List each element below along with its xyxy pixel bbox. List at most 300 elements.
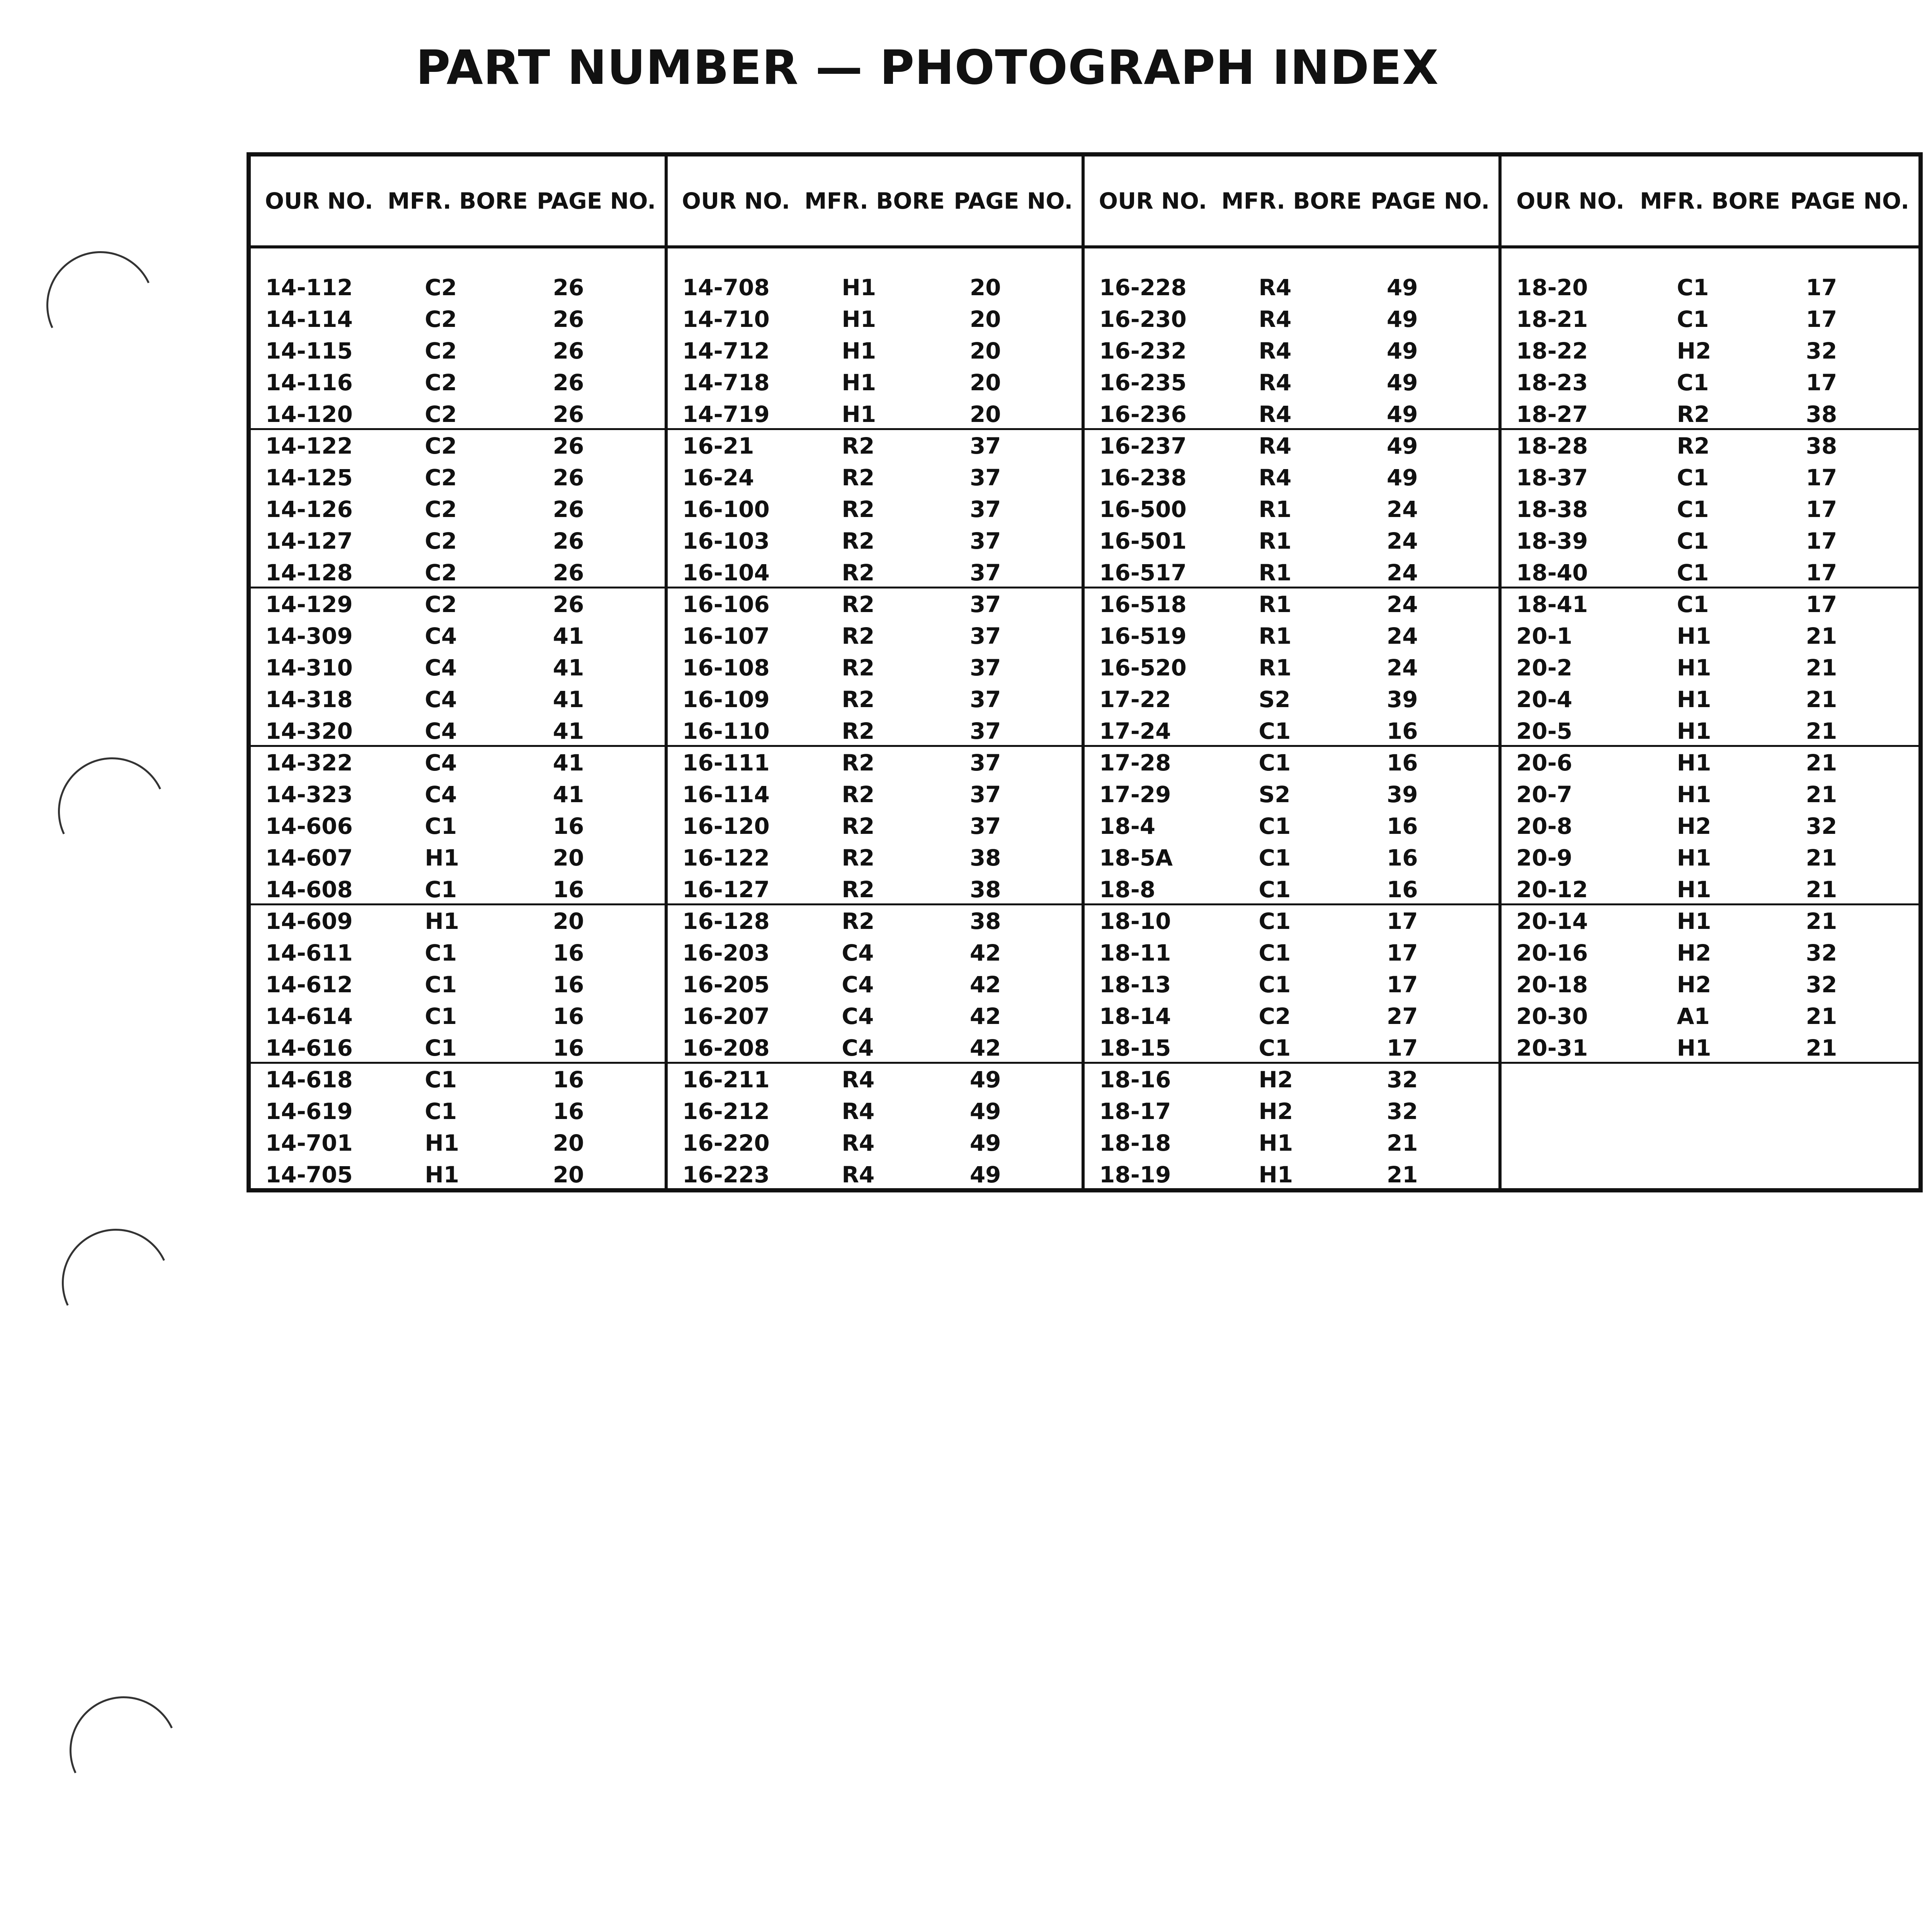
mfr-bore: H1 — [842, 338, 876, 364]
table-row — [1502, 684, 1918, 715]
page-no: 41 — [553, 718, 584, 744]
part-number: 14-112 — [265, 274, 353, 301]
page-no: 24 — [1386, 591, 1418, 617]
row-block — [1502, 747, 1918, 905]
page-no: 32 — [1806, 940, 1837, 966]
page-no: 20 — [969, 401, 1001, 427]
table-row — [251, 620, 665, 652]
table-row — [251, 588, 665, 620]
part-number: 14-611 — [265, 940, 353, 966]
table-row — [1085, 525, 1498, 557]
mfr-bore: H1 — [1677, 908, 1711, 934]
page-no: 20 — [553, 1162, 584, 1188]
mfr-bore: H1 — [1677, 1035, 1711, 1061]
page-no: 37 — [969, 750, 1001, 776]
page-no: 37 — [969, 528, 1001, 554]
table-row — [1085, 905, 1498, 937]
page-no: 17 — [1386, 908, 1418, 934]
table-row — [251, 715, 665, 747]
row-block — [1502, 588, 1918, 747]
page-no: 20 — [553, 845, 584, 871]
page-no: 49 — [1386, 369, 1418, 396]
part-number: 18-11 — [1099, 940, 1171, 966]
mfr-bore: C1 — [1677, 528, 1709, 554]
column-header-row — [668, 156, 1082, 248]
page-no: 38 — [1806, 401, 1837, 427]
page-no: 21 — [1806, 686, 1837, 713]
page-no: 16 — [553, 876, 584, 903]
header-mfr-bore: MFR. BORE — [1221, 188, 1362, 214]
page-no: 41 — [553, 623, 584, 649]
table-row — [668, 272, 1082, 303]
mfr-bore: C4 — [425, 750, 457, 776]
mfr-bore: R4 — [842, 1098, 875, 1124]
table-row — [1502, 842, 1918, 874]
part-number: 20-1 — [1516, 623, 1573, 649]
mfr-bore: R4 — [1259, 401, 1292, 427]
table-row — [668, 1064, 1082, 1095]
mfr-bore: R2 — [842, 496, 875, 522]
part-number: 16-114 — [682, 781, 770, 808]
mfr-bore: C1 — [1677, 464, 1709, 491]
mfr-bore: R2 — [842, 845, 875, 871]
table-row — [251, 1000, 665, 1032]
part-number: 18-14 — [1099, 1003, 1171, 1029]
part-number: 16-230 — [1099, 306, 1187, 332]
mfr-bore: C4 — [425, 686, 457, 713]
mfr-bore: A1 — [1677, 1003, 1710, 1029]
part-number: 20-6 — [1516, 750, 1573, 776]
table-row — [251, 937, 665, 969]
part-number: 14-125 — [265, 464, 353, 491]
part-number: 14-120 — [265, 401, 353, 427]
mfr-bore: R2 — [1677, 401, 1710, 427]
part-number: 17-29 — [1099, 781, 1171, 808]
page-no: 17 — [1806, 274, 1837, 301]
part-number: 14-318 — [265, 686, 353, 713]
page-no: 16 — [553, 1035, 584, 1061]
part-number: 14-126 — [265, 496, 353, 522]
page-no: 21 — [1806, 1035, 1837, 1061]
part-number: 14-129 — [265, 591, 353, 617]
row-block — [1085, 1064, 1498, 1222]
table-row — [668, 430, 1082, 462]
page-no: 17 — [1806, 496, 1837, 522]
page-no: 42 — [969, 940, 1001, 966]
page-no: 27 — [1386, 1003, 1418, 1029]
page-no: 24 — [1386, 655, 1418, 681]
mfr-bore: H1 — [842, 401, 876, 427]
header-page-no: PAGE NO. — [537, 188, 656, 214]
part-number: 14-320 — [265, 718, 353, 744]
mfr-bore: R1 — [1259, 591, 1292, 617]
part-number: 18-8 — [1099, 876, 1156, 903]
part-number: 16-111 — [682, 750, 770, 776]
part-number: 18-13 — [1099, 971, 1171, 998]
part-number: 20-5 — [1516, 718, 1573, 744]
mfr-bore: R4 — [1259, 433, 1292, 459]
part-number: 18-28 — [1516, 433, 1588, 459]
page-no: 49 — [1386, 274, 1418, 301]
mfr-bore: C1 — [425, 1098, 457, 1124]
page-no: 17 — [1806, 528, 1837, 554]
mfr-bore: R2 — [842, 528, 875, 554]
row-block — [1502, 1064, 1918, 1222]
page-no: 32 — [1386, 1066, 1418, 1093]
mfr-bore: R2 — [842, 623, 875, 649]
page-no: 41 — [553, 750, 584, 776]
mfr-bore: H1 — [1259, 1130, 1293, 1156]
table-row — [668, 937, 1082, 969]
table-row — [251, 1032, 665, 1064]
table-row — [1502, 747, 1918, 779]
page-no: 17 — [1806, 560, 1837, 586]
part-number: 14-607 — [265, 845, 353, 871]
table-row — [1502, 303, 1918, 335]
mfr-bore: C1 — [1259, 750, 1291, 776]
page-no: 16 — [553, 1098, 584, 1124]
mfr-bore: C2 — [425, 591, 457, 617]
table-row — [1085, 969, 1498, 1000]
table-row — [668, 462, 1082, 493]
part-number: 14-609 — [265, 908, 353, 934]
table-row — [1085, 1000, 1498, 1032]
header-our-no: OUR NO. — [1516, 188, 1624, 214]
page-no: 37 — [969, 781, 1001, 808]
table-row — [1085, 462, 1498, 493]
mfr-bore: C1 — [425, 813, 457, 839]
table-row — [1502, 715, 1918, 747]
part-number: 18-5A — [1099, 845, 1173, 871]
part-number: 17-22 — [1099, 686, 1171, 713]
page-no: 37 — [969, 591, 1001, 617]
part-number: 18-39 — [1516, 528, 1588, 554]
part-number: 16-500 — [1099, 496, 1187, 522]
binder-hole-1 — [31, 236, 170, 375]
page-no: 16 — [553, 971, 584, 998]
table-row — [1502, 398, 1918, 430]
page-no: 21 — [1386, 1162, 1418, 1188]
table-row — [1085, 779, 1498, 810]
part-number: 20-14 — [1516, 908, 1588, 934]
binder-hole-3 — [47, 1214, 185, 1352]
page-no: 16 — [553, 940, 584, 966]
table-row — [251, 874, 665, 905]
mfr-bore: H1 — [842, 274, 876, 301]
table-row — [1085, 747, 1498, 779]
part-number: 14-612 — [265, 971, 353, 998]
part-number: 16-519 — [1099, 623, 1187, 649]
table-row — [1502, 493, 1918, 525]
mfr-bore: R4 — [1259, 306, 1292, 332]
header-our-no: OUR NO. — [265, 188, 373, 214]
mfr-bore: H1 — [1259, 1162, 1293, 1188]
mfr-bore: S2 — [1259, 781, 1291, 808]
mfr-bore: C1 — [425, 940, 457, 966]
part-number: 16-223 — [682, 1162, 770, 1188]
table-row — [1085, 874, 1498, 905]
part-number: 16-238 — [1099, 464, 1187, 491]
table-row — [251, 684, 665, 715]
page-no: 26 — [553, 338, 584, 364]
part-number: 14-322 — [265, 750, 353, 776]
part-number: 18-17 — [1099, 1098, 1171, 1124]
part-number: 14-309 — [265, 623, 353, 649]
part-number: 14-614 — [265, 1003, 353, 1029]
table-row — [668, 652, 1082, 684]
table-row — [668, 874, 1082, 905]
part-number: 14-719 — [682, 401, 770, 427]
mfr-bore: R2 — [842, 591, 875, 617]
part-number: 18-38 — [1516, 496, 1588, 522]
column-header-row — [1502, 156, 1918, 248]
table-row — [251, 303, 665, 335]
page-no: 49 — [1386, 433, 1418, 459]
page-no: 39 — [1386, 686, 1418, 713]
part-number: 18-18 — [1099, 1130, 1171, 1156]
part-number: 14-710 — [682, 306, 770, 332]
part-number: 20-7 — [1516, 781, 1573, 808]
mfr-bore: H2 — [1677, 813, 1711, 839]
page-no: 20 — [969, 338, 1001, 364]
mfr-bore: C1 — [425, 876, 457, 903]
table-row — [251, 969, 665, 1000]
mfr-bore: R2 — [842, 560, 875, 586]
table-row — [1085, 1064, 1498, 1095]
table-row — [1502, 779, 1918, 810]
page-no: 49 — [1386, 306, 1418, 332]
part-number: 16-127 — [682, 876, 770, 903]
table-row — [1502, 810, 1918, 842]
page-no: 21 — [1806, 845, 1837, 871]
page-no: 32 — [1806, 813, 1837, 839]
row-block — [251, 747, 665, 905]
page-no: 26 — [553, 401, 584, 427]
page-no: 49 — [969, 1130, 1001, 1156]
table-row — [251, 905, 665, 937]
table-row — [251, 398, 665, 430]
mfr-bore: C1 — [1259, 718, 1291, 744]
page-no: 16 — [1386, 813, 1418, 839]
page-no: 20 — [553, 908, 584, 934]
part-number: 14-606 — [265, 813, 353, 839]
page-no: 20 — [553, 1130, 584, 1156]
table-row — [1085, 937, 1498, 969]
page-no: 49 — [1386, 401, 1418, 427]
part-number: 18-40 — [1516, 560, 1588, 586]
table-row — [668, 747, 1082, 779]
page-no: 37 — [969, 686, 1001, 713]
mfr-bore: R2 — [842, 813, 875, 839]
part-number: 16-211 — [682, 1066, 770, 1093]
row-block — [251, 430, 665, 588]
mfr-bore: H1 — [1677, 876, 1711, 903]
row-block — [1502, 905, 1918, 1064]
page-no: 20 — [969, 369, 1001, 396]
mfr-bore: C1 — [425, 1066, 457, 1093]
table-row — [1085, 272, 1498, 303]
mfr-bore: C2 — [425, 528, 457, 554]
page-no: 38 — [969, 876, 1001, 903]
table-row — [1085, 652, 1498, 684]
part-number: 17-28 — [1099, 750, 1171, 776]
page-no: 20 — [969, 306, 1001, 332]
table-row — [1502, 462, 1918, 493]
mfr-bore: H1 — [425, 1162, 459, 1188]
table-row — [668, 367, 1082, 398]
part-number: 16-109 — [682, 686, 770, 713]
binder-hole-4 — [54, 1681, 193, 1820]
page-no: 26 — [553, 496, 584, 522]
page-no: 38 — [969, 908, 1001, 934]
mfr-bore: H2 — [1259, 1098, 1293, 1124]
table-row — [251, 430, 665, 462]
mfr-bore: R2 — [842, 876, 875, 903]
row-block — [251, 1064, 665, 1222]
table-row — [251, 1095, 665, 1127]
table-row — [1085, 557, 1498, 588]
page-no: 26 — [553, 369, 584, 396]
part-number: 14-616 — [265, 1035, 353, 1061]
mfr-bore: H1 — [842, 306, 876, 332]
mfr-bore: C1 — [1259, 1035, 1291, 1061]
header-mfr-bore: MFR. BORE — [387, 188, 528, 214]
table-row — [1085, 493, 1498, 525]
page-no: 42 — [969, 1003, 1001, 1029]
table-row — [1502, 937, 1918, 969]
page-no: 24 — [1386, 496, 1418, 522]
page-no: 39 — [1386, 781, 1418, 808]
mfr-bore: C1 — [425, 1035, 457, 1061]
part-number: 16-207 — [682, 1003, 770, 1029]
mfr-bore: H1 — [1677, 845, 1711, 871]
mfr-bore: H1 — [1677, 686, 1711, 713]
page-no: 21 — [1806, 876, 1837, 903]
mfr-bore: C4 — [842, 1003, 874, 1029]
page-no: 17 — [1806, 306, 1837, 332]
mfr-bore: R4 — [842, 1162, 875, 1188]
part-number: 16-501 — [1099, 528, 1187, 554]
part-number: 14-115 — [265, 338, 353, 364]
page-no: 16 — [553, 813, 584, 839]
column-group — [668, 156, 1085, 1188]
page-no: 26 — [553, 528, 584, 554]
page-no: 49 — [969, 1066, 1001, 1093]
page-title: PART NUMBER — PHOTOGRAPH INDEX — [416, 40, 1439, 95]
part-number: 16-100 — [682, 496, 770, 522]
table-row — [251, 652, 665, 684]
table-row — [251, 747, 665, 779]
mfr-bore: R4 — [1259, 274, 1292, 301]
mfr-bore: C2 — [425, 306, 457, 332]
part-number: 16-110 — [682, 718, 770, 744]
page-no: 20 — [969, 274, 1001, 301]
mfr-bore: R4 — [842, 1066, 875, 1093]
part-number: 14-323 — [265, 781, 353, 808]
part-number: 16-106 — [682, 591, 770, 617]
header-page-no: PAGE NO. — [954, 188, 1073, 214]
mfr-bore: H1 — [1677, 623, 1711, 649]
table-row — [1085, 1032, 1498, 1064]
table-row — [1502, 335, 1918, 367]
mfr-bore: H1 — [425, 1130, 459, 1156]
table-row — [1502, 525, 1918, 557]
row-block — [1085, 747, 1498, 905]
table-row — [1085, 335, 1498, 367]
table-row — [668, 1032, 1082, 1064]
table-row — [1502, 620, 1918, 652]
page-no: 26 — [553, 560, 584, 586]
row-block — [668, 588, 1082, 747]
table-row — [668, 398, 1082, 430]
page-no: 16 — [1386, 876, 1418, 903]
page-no: 26 — [553, 464, 584, 491]
mfr-bore: C4 — [425, 718, 457, 744]
part-number: 14-718 — [682, 369, 770, 396]
part-number: 14-310 — [265, 655, 353, 681]
column-group — [251, 156, 668, 1188]
page-no: 32 — [1386, 1098, 1418, 1124]
table-row — [668, 715, 1082, 747]
page-no: 24 — [1386, 623, 1418, 649]
mfr-bore: C2 — [425, 338, 457, 364]
table-row — [251, 779, 665, 810]
part-number: 16-103 — [682, 528, 770, 554]
part-number: 16-205 — [682, 971, 770, 998]
part-number: 16-237 — [1099, 433, 1187, 459]
row-block — [668, 272, 1082, 430]
page-no: 17 — [1806, 591, 1837, 617]
mfr-bore: C1 — [1677, 496, 1709, 522]
row-block — [251, 588, 665, 747]
table-row — [251, 272, 665, 303]
page-no: 49 — [969, 1162, 1001, 1188]
page-no: 26 — [553, 306, 584, 332]
table-row — [1085, 303, 1498, 335]
part-number: 16-212 — [682, 1098, 770, 1124]
mfr-bore: R2 — [842, 908, 875, 934]
part-number: 18-10 — [1099, 908, 1171, 934]
page-no: 38 — [1806, 433, 1837, 459]
header-mfr-bore: MFR. BORE — [1639, 188, 1781, 214]
table-row — [1085, 715, 1498, 747]
row-block — [1502, 430, 1918, 588]
page-no: 16 — [553, 1066, 584, 1093]
mfr-bore: R1 — [1259, 655, 1292, 681]
page-no: 17 — [1386, 971, 1418, 998]
mfr-bore: H1 — [1677, 655, 1711, 681]
mfr-bore: R4 — [1259, 338, 1292, 364]
part-number: 18-15 — [1099, 1035, 1171, 1061]
mfr-bore: C4 — [842, 1035, 874, 1061]
header-our-no: OUR NO. — [682, 188, 790, 214]
mfr-bore: R2 — [842, 686, 875, 713]
table-row — [1085, 842, 1498, 874]
part-number: 14-701 — [265, 1130, 353, 1156]
table-row — [1085, 1127, 1498, 1159]
table-row — [1502, 588, 1918, 620]
table-row — [668, 684, 1082, 715]
header-page-no: PAGE NO. — [1371, 188, 1490, 214]
mfr-bore: C4 — [842, 971, 874, 998]
row-block — [1085, 905, 1498, 1064]
column-group — [1502, 156, 1918, 1188]
table-row — [1085, 398, 1498, 430]
page-no: 37 — [969, 655, 1001, 681]
page-no: 21 — [1806, 655, 1837, 681]
part-number: 20-12 — [1516, 876, 1588, 903]
page-no: 26 — [553, 274, 584, 301]
